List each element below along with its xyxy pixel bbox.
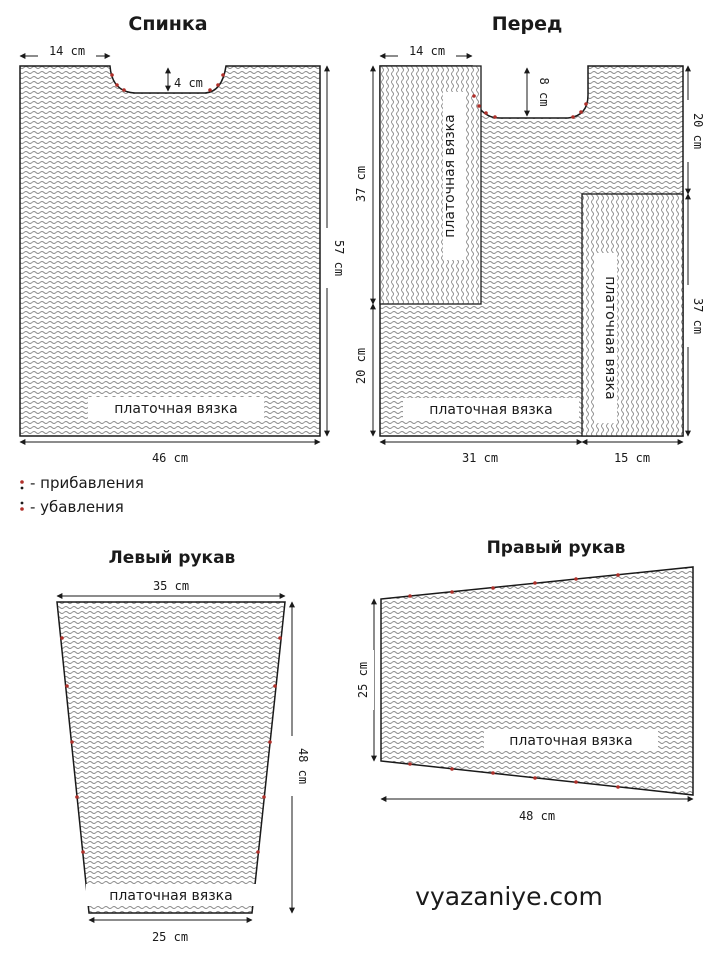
back-neck-depth-label: 4 cm [174, 76, 203, 90]
left-sleeve-top-width-label: 35 cm [152, 579, 190, 593]
front-neck-width-label: 14 cm [408, 44, 446, 58]
site-watermark: vyazaniye.com [415, 882, 603, 911]
left-sleeve-piece [57, 548, 310, 944]
left-sleeve-stitch-label: платочная вязка [109, 888, 233, 904]
front-right-panel-stitch: платочная вязка [602, 276, 618, 400]
legend-increases: - прибавления [30, 474, 144, 492]
front-right-panel-height-label: 37 cm [691, 297, 705, 335]
front-neck-markers [472, 94, 588, 119]
front-left-panel-stitch: платочная вязка [442, 114, 458, 238]
back-stitch-label: платочная вязка [114, 401, 238, 417]
right-sleeve-length-label: 48 cm [518, 809, 556, 823]
front-upper-right-height-label: 20 cm [691, 112, 705, 150]
left-sleeve-title: Левый рукав [108, 548, 236, 568]
decrease-marker-icon [21, 502, 24, 505]
back-outline [20, 66, 320, 436]
front-width-right-label: 15 cm [613, 451, 651, 465]
left-sleeve-outline [57, 602, 285, 913]
front-left-panel-height-label: 37 cm [354, 165, 368, 203]
front-neck-depth-label: 8 cm [537, 77, 551, 107]
back-height-label: 57 cm [332, 239, 346, 277]
front-title: Перед [491, 13, 563, 35]
front-piece [354, 13, 705, 465]
left-sleeve-height-label: 48 cm [296, 747, 310, 785]
right-sleeve-outline [381, 567, 693, 795]
back-piece [20, 13, 346, 465]
right-sleeve-stitch-label: платочная вязка [509, 733, 633, 749]
back-neck-width-label: 14 cm [48, 44, 86, 58]
right-sleeve-title: Правый рукав [486, 538, 626, 558]
back-title: Спинка [128, 13, 208, 35]
left-sleeve-bottom-width-label: 25 cm [151, 930, 189, 944]
right-sleeve-piece [356, 538, 693, 823]
legend [20, 474, 144, 516]
front-left-panel [380, 66, 481, 304]
right-sleeve-height-label: 25 cm [356, 661, 370, 699]
front-stitch-label: платочная вязка [429, 402, 553, 418]
front-width-left-label: 31 cm [461, 451, 499, 465]
front-left-lower-height-label: 20 cm [354, 347, 368, 385]
increase-marker-icon [20, 480, 24, 484]
legend-decreases: - убавления [30, 498, 124, 516]
back-width-label: 46 cm [151, 451, 189, 465]
